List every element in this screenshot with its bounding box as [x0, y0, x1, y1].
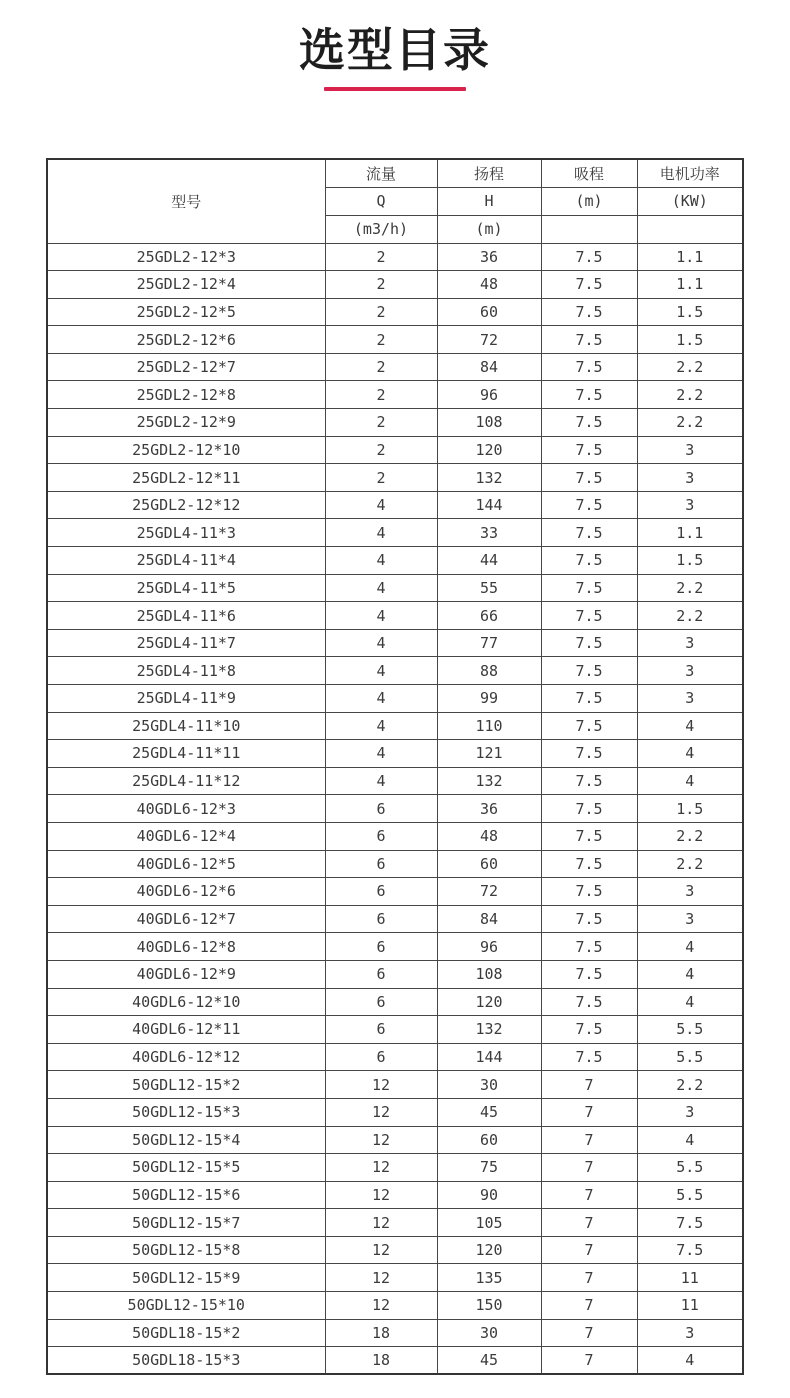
suction-cell: 7: [541, 1292, 637, 1320]
head-cell: 72: [437, 878, 541, 906]
header-head-label: 扬程: [437, 159, 541, 187]
table-header: [47, 159, 743, 243]
table-row: [47, 1209, 743, 1237]
table-row: [47, 878, 743, 906]
suction-cell: 7.5: [541, 712, 637, 740]
table-row: [47, 326, 743, 354]
flow-cell: 6: [325, 878, 437, 906]
suction-cell: 7.5: [541, 822, 637, 850]
power-cell: 3: [637, 1098, 743, 1126]
head-cell: 48: [437, 271, 541, 299]
suction-cell: 7.5: [541, 795, 637, 823]
table-row: [47, 657, 743, 685]
power-cell: 2.2: [637, 850, 743, 878]
head-cell: 33: [437, 519, 541, 547]
flow-cell: 12: [325, 1154, 437, 1182]
model-cell: 25GDL2-12*5: [47, 298, 325, 326]
header-head-unit: (m): [437, 215, 541, 243]
model-cell: 25GDL4-11*3: [47, 519, 325, 547]
flow-cell: 4: [325, 712, 437, 740]
head-cell: 110: [437, 712, 541, 740]
power-cell: 2.2: [637, 602, 743, 630]
suction-cell: 7.5: [541, 491, 637, 519]
head-cell: 45: [437, 1098, 541, 1126]
header-model: 型号: [47, 159, 325, 243]
flow-cell: 18: [325, 1319, 437, 1347]
model-cell: 50GDL12-15*8: [47, 1236, 325, 1264]
suction-cell: 7: [541, 1154, 637, 1182]
head-cell: 135: [437, 1264, 541, 1292]
table-row: [47, 353, 743, 381]
head-cell: 99: [437, 685, 541, 713]
power-cell: 5.5: [637, 1154, 743, 1182]
head-cell: 120: [437, 988, 541, 1016]
table-row: [47, 933, 743, 961]
flow-cell: 6: [325, 1043, 437, 1071]
head-cell: 45: [437, 1347, 541, 1375]
table-row: [47, 740, 743, 768]
power-cell: 7.5: [637, 1209, 743, 1237]
model-cell: 50GDL12-15*5: [47, 1154, 325, 1182]
table-row: [47, 464, 743, 492]
power-cell: 4: [637, 960, 743, 988]
model-cell: 25GDL2-12*10: [47, 436, 325, 464]
flow-cell: 12: [325, 1071, 437, 1099]
table-row: [47, 436, 743, 464]
suction-cell: 7.5: [541, 464, 637, 492]
suction-cell: 7: [541, 1181, 637, 1209]
model-cell: 50GDL12-15*7: [47, 1209, 325, 1237]
flow-cell: 4: [325, 629, 437, 657]
table-row: [47, 602, 743, 630]
model-cell: 50GDL12-15*6: [47, 1181, 325, 1209]
head-cell: 96: [437, 933, 541, 961]
model-cell: 40GDL6-12*12: [47, 1043, 325, 1071]
flow-cell: 18: [325, 1347, 437, 1375]
power-cell: 2.2: [637, 409, 743, 437]
flow-cell: 4: [325, 767, 437, 795]
power-cell: 2.2: [637, 574, 743, 602]
table-row: [47, 960, 743, 988]
head-cell: 144: [437, 491, 541, 519]
power-cell: 1.1: [637, 519, 743, 547]
table-row: [47, 519, 743, 547]
power-cell: 4: [637, 933, 743, 961]
model-cell: 25GDL4-11*8: [47, 657, 325, 685]
head-cell: 48: [437, 822, 541, 850]
table-row: [47, 1098, 743, 1126]
suction-cell: 7.5: [541, 1043, 637, 1071]
table-row: [47, 547, 743, 575]
table-row: [47, 712, 743, 740]
head-cell: 144: [437, 1043, 541, 1071]
model-cell: 25GDL4-11*10: [47, 712, 325, 740]
power-cell: 11: [637, 1264, 743, 1292]
table-row: [47, 409, 743, 437]
flow-cell: 2: [325, 271, 437, 299]
suction-cell: 7.5: [541, 602, 637, 630]
flow-cell: 2: [325, 436, 437, 464]
suction-cell: 7: [541, 1098, 637, 1126]
flow-cell: 12: [325, 1126, 437, 1154]
power-cell: 2.2: [637, 822, 743, 850]
flow-cell: 12: [325, 1181, 437, 1209]
head-cell: 72: [437, 326, 541, 354]
model-cell: 25GDL4-11*9: [47, 685, 325, 713]
table-row: [47, 381, 743, 409]
table-row: [47, 243, 743, 271]
power-cell: 7.5: [637, 1236, 743, 1264]
table-row: [47, 1181, 743, 1209]
head-cell: 150: [437, 1292, 541, 1320]
table-row: [47, 574, 743, 602]
model-cell: 25GDL2-12*11: [47, 464, 325, 492]
header-power-empty: [637, 215, 743, 243]
model-cell: 40GDL6-12*3: [47, 795, 325, 823]
table-row: [47, 1016, 743, 1044]
model-cell: 40GDL6-12*8: [47, 933, 325, 961]
model-cell: 50GDL12-15*2: [47, 1071, 325, 1099]
table-row: [47, 1043, 743, 1071]
flow-cell: 2: [325, 381, 437, 409]
power-cell: 3: [637, 878, 743, 906]
catalog-page: [0, 24, 790, 1375]
power-cell: 5.5: [637, 1016, 743, 1044]
table-row: [47, 1154, 743, 1182]
flow-cell: 4: [325, 657, 437, 685]
model-cell: 50GDL18-15*3: [47, 1347, 325, 1375]
flow-cell: 6: [325, 960, 437, 988]
model-cell: 40GDL6-12*6: [47, 878, 325, 906]
suction-cell: 7: [541, 1209, 637, 1237]
suction-cell: 7.5: [541, 850, 637, 878]
head-cell: 88: [437, 657, 541, 685]
flow-cell: 4: [325, 519, 437, 547]
table-row: [47, 1236, 743, 1264]
table-row: [47, 1292, 743, 1320]
model-cell: 40GDL6-12*11: [47, 1016, 325, 1044]
model-cell: 25GDL4-11*12: [47, 767, 325, 795]
flow-cell: 12: [325, 1236, 437, 1264]
header-flow-label: 流量: [325, 159, 437, 187]
head-cell: 30: [437, 1319, 541, 1347]
model-cell: 40GDL6-12*10: [47, 988, 325, 1016]
suction-cell: 7.5: [541, 436, 637, 464]
suction-cell: 7.5: [541, 243, 637, 271]
head-cell: 90: [437, 1181, 541, 1209]
head-cell: 75: [437, 1154, 541, 1182]
power-cell: 4: [637, 988, 743, 1016]
suction-cell: 7.5: [541, 519, 637, 547]
model-cell: 50GDL12-15*9: [47, 1264, 325, 1292]
head-cell: 36: [437, 795, 541, 823]
flow-cell: 6: [325, 988, 437, 1016]
suction-cell: 7.5: [541, 547, 637, 575]
table-row: [47, 822, 743, 850]
suction-cell: 7.5: [541, 657, 637, 685]
suction-cell: 7.5: [541, 933, 637, 961]
head-cell: 66: [437, 602, 541, 630]
head-cell: 55: [437, 574, 541, 602]
table-row: [47, 685, 743, 713]
model-cell: 50GDL12-15*10: [47, 1292, 325, 1320]
head-cell: 132: [437, 1016, 541, 1044]
model-cell: 40GDL6-12*9: [47, 960, 325, 988]
table-row: [47, 988, 743, 1016]
power-cell: 1.5: [637, 298, 743, 326]
model-cell: 25GDL2-12*3: [47, 243, 325, 271]
title-underline: [324, 87, 466, 91]
flow-cell: 6: [325, 795, 437, 823]
model-cell: 25GDL4-11*7: [47, 629, 325, 657]
suction-cell: 7.5: [541, 574, 637, 602]
table-row: [47, 767, 743, 795]
suction-cell: 7.5: [541, 1016, 637, 1044]
power-cell: 1.1: [637, 243, 743, 271]
suction-cell: 7: [541, 1071, 637, 1099]
head-cell: 108: [437, 960, 541, 988]
flow-cell: 2: [325, 298, 437, 326]
table-row: [47, 629, 743, 657]
table-row: [47, 905, 743, 933]
model-cell: 25GDL2-12*9: [47, 409, 325, 437]
head-cell: 60: [437, 850, 541, 878]
head-cell: 96: [437, 381, 541, 409]
selection-table: [46, 158, 744, 1375]
power-cell: 3: [637, 1319, 743, 1347]
power-cell: 3: [637, 905, 743, 933]
flow-cell: 2: [325, 243, 437, 271]
table-row: [47, 1347, 743, 1375]
power-cell: 1.5: [637, 547, 743, 575]
suction-cell: 7.5: [541, 767, 637, 795]
head-cell: 120: [437, 1236, 541, 1264]
suction-cell: 7.5: [541, 740, 637, 768]
flow-cell: 6: [325, 905, 437, 933]
power-cell: 3: [637, 464, 743, 492]
power-cell: 4: [637, 712, 743, 740]
table-row: [47, 491, 743, 519]
head-cell: 84: [437, 905, 541, 933]
header-flow-symbol: Q: [325, 187, 437, 215]
flow-cell: 4: [325, 740, 437, 768]
suction-cell: 7.5: [541, 326, 637, 354]
model-cell: 25GDL4-11*6: [47, 602, 325, 630]
flow-cell: 12: [325, 1098, 437, 1126]
model-cell: 40GDL6-12*5: [47, 850, 325, 878]
head-cell: 60: [437, 298, 541, 326]
head-cell: 108: [437, 409, 541, 437]
power-cell: 3: [637, 436, 743, 464]
flow-cell: 6: [325, 822, 437, 850]
suction-cell: 7.5: [541, 409, 637, 437]
power-cell: 2.2: [637, 1071, 743, 1099]
power-cell: 3: [637, 629, 743, 657]
suction-cell: 7.5: [541, 960, 637, 988]
model-cell: 40GDL6-12*4: [47, 822, 325, 850]
head-cell: 77: [437, 629, 541, 657]
power-cell: 5.5: [637, 1181, 743, 1209]
suction-cell: 7.5: [541, 905, 637, 933]
head-cell: 132: [437, 767, 541, 795]
model-cell: 25GDL4-11*5: [47, 574, 325, 602]
table-body: [47, 243, 743, 1374]
table-row: [47, 795, 743, 823]
head-cell: 84: [437, 353, 541, 381]
header-power-label: 电机功率: [637, 159, 743, 187]
head-cell: 44: [437, 547, 541, 575]
flow-cell: 12: [325, 1292, 437, 1320]
flow-cell: 12: [325, 1264, 437, 1292]
flow-cell: 2: [325, 464, 437, 492]
power-cell: 4: [637, 1347, 743, 1375]
flow-cell: 6: [325, 933, 437, 961]
flow-cell: 6: [325, 1016, 437, 1044]
flow-cell: 4: [325, 491, 437, 519]
power-cell: 2.2: [637, 353, 743, 381]
model-cell: 25GDL4-11*11: [47, 740, 325, 768]
model-cell: 25GDL4-11*4: [47, 547, 325, 575]
suction-cell: 7.5: [541, 988, 637, 1016]
head-cell: 121: [437, 740, 541, 768]
header-row-1: [47, 159, 743, 187]
power-cell: 1.1: [637, 271, 743, 299]
power-cell: 4: [637, 1126, 743, 1154]
table-row: [47, 1264, 743, 1292]
flow-cell: 4: [325, 602, 437, 630]
suction-cell: 7.5: [541, 629, 637, 657]
model-cell: 50GDL18-15*2: [47, 1319, 325, 1347]
header-power-unit: (KW): [637, 187, 743, 215]
suction-cell: 7.5: [541, 685, 637, 713]
table-row: [47, 1126, 743, 1154]
flow-cell: 2: [325, 409, 437, 437]
power-cell: 1.5: [637, 795, 743, 823]
table-row: [47, 850, 743, 878]
flow-cell: 6: [325, 850, 437, 878]
suction-cell: 7: [541, 1319, 637, 1347]
suction-cell: 7.5: [541, 381, 637, 409]
power-cell: 1.5: [637, 326, 743, 354]
header-suction-label: 吸程: [541, 159, 637, 187]
head-cell: 30: [437, 1071, 541, 1099]
power-cell: 4: [637, 767, 743, 795]
power-cell: 3: [637, 657, 743, 685]
power-cell: 11: [637, 1292, 743, 1320]
suction-cell: 7.5: [541, 353, 637, 381]
flow-cell: 4: [325, 574, 437, 602]
suction-cell: 7: [541, 1347, 637, 1375]
flow-cell: 4: [325, 547, 437, 575]
model-cell: 50GDL12-15*3: [47, 1098, 325, 1126]
head-cell: 120: [437, 436, 541, 464]
suction-cell: 7.5: [541, 878, 637, 906]
table-row: [47, 271, 743, 299]
table-row: [47, 1071, 743, 1099]
page-title: 选型目录: [299, 23, 491, 77]
suction-cell: 7: [541, 1126, 637, 1154]
power-cell: 4: [637, 740, 743, 768]
suction-cell: 7.5: [541, 271, 637, 299]
header-suction-empty: [541, 215, 637, 243]
header-suction-unit: (m): [541, 187, 637, 215]
power-cell: 2.2: [637, 381, 743, 409]
flow-cell: 4: [325, 685, 437, 713]
table-row: [47, 298, 743, 326]
model-cell: 25GDL2-12*8: [47, 381, 325, 409]
suction-cell: 7: [541, 1236, 637, 1264]
head-cell: 36: [437, 243, 541, 271]
flow-cell: 2: [325, 353, 437, 381]
header-head-symbol: H: [437, 187, 541, 215]
model-cell: 25GDL2-12*7: [47, 353, 325, 381]
model-cell: 50GDL12-15*4: [47, 1126, 325, 1154]
power-cell: 3: [637, 491, 743, 519]
head-cell: 105: [437, 1209, 541, 1237]
model-cell: 25GDL2-12*12: [47, 491, 325, 519]
power-cell: 3: [637, 685, 743, 713]
model-cell: 25GDL2-12*4: [47, 271, 325, 299]
head-cell: 132: [437, 464, 541, 492]
suction-cell: 7: [541, 1264, 637, 1292]
flow-cell: 12: [325, 1209, 437, 1237]
model-cell: 25GDL2-12*6: [47, 326, 325, 354]
flow-cell: 2: [325, 326, 437, 354]
suction-cell: 7.5: [541, 298, 637, 326]
head-cell: 60: [437, 1126, 541, 1154]
header-flow-unit: (m3/h): [325, 215, 437, 243]
model-cell: 40GDL6-12*7: [47, 905, 325, 933]
power-cell: 5.5: [637, 1043, 743, 1071]
table-row: [47, 1319, 743, 1347]
